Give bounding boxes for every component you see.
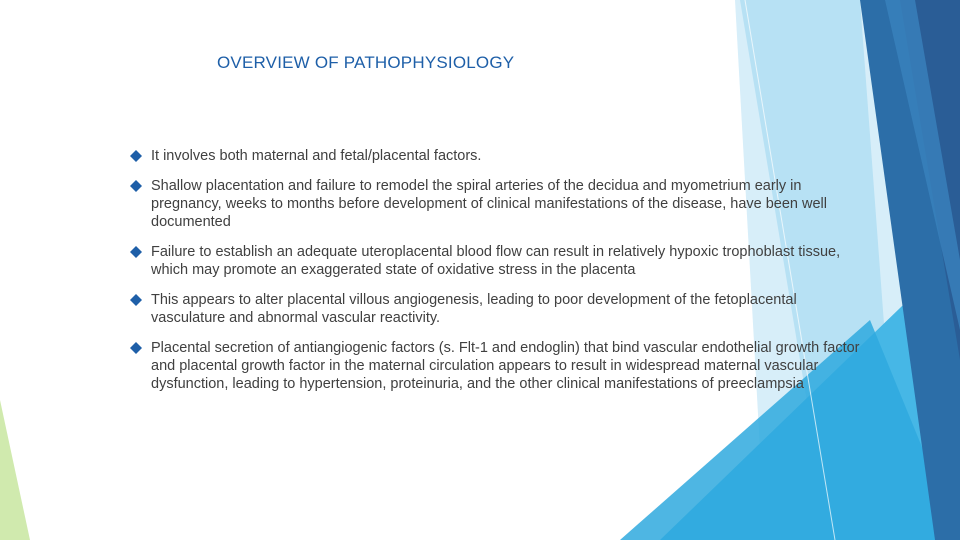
left-accent-shape [0, 400, 30, 540]
diamond-bullet-icon [130, 246, 142, 258]
bullet-item [130, 339, 872, 393]
slide-title: OVERVIEW OF PATHOPHYSIOLOGY [217, 53, 515, 72]
bullet-item [130, 177, 872, 231]
bullet-item [130, 243, 872, 279]
bullet-list [130, 147, 872, 405]
bullet-text: Failure to establish an adequate uteroplacental blood flow can result in relatively hypoxic trophoblast tissue, which may promote an exaggerated state of oxidative stress in the placenta [151, 244, 841, 278]
bullet-text: Shallow placentation and failure to remodel the spiral arteries of the decidua and myometrium early in pregnancy, weeks to months before development of clinical manifestations of the disease, have been well documented [151, 178, 827, 230]
bullet-item [130, 291, 872, 327]
bullet-text: Placental secretion of antiangiogenic factors (s. Flt-1 and endoglin) that bind vascular endothelial growth factor and placental growth factor in the maternal circulation appears to result in widespread maternal vascular dysfunction, leading to hypertension, proteinuria, and the other clinical manifestations of preeclampsia [151, 340, 860, 392]
diamond-bullet-icon [130, 294, 142, 306]
bullet-text: This appears to alter placental villous angiogenesis, leading to poor development of the fetoplacental vasculature and abnormal vascular reactivity. [151, 292, 797, 326]
diamond-bullet-icon [130, 150, 142, 162]
diamond-bullet-icon [130, 180, 142, 192]
diamond-bullet-icon [130, 342, 142, 354]
bullet-text: It involves both maternal and fetal/placental factors. [151, 148, 482, 164]
bullet-item [130, 147, 872, 165]
